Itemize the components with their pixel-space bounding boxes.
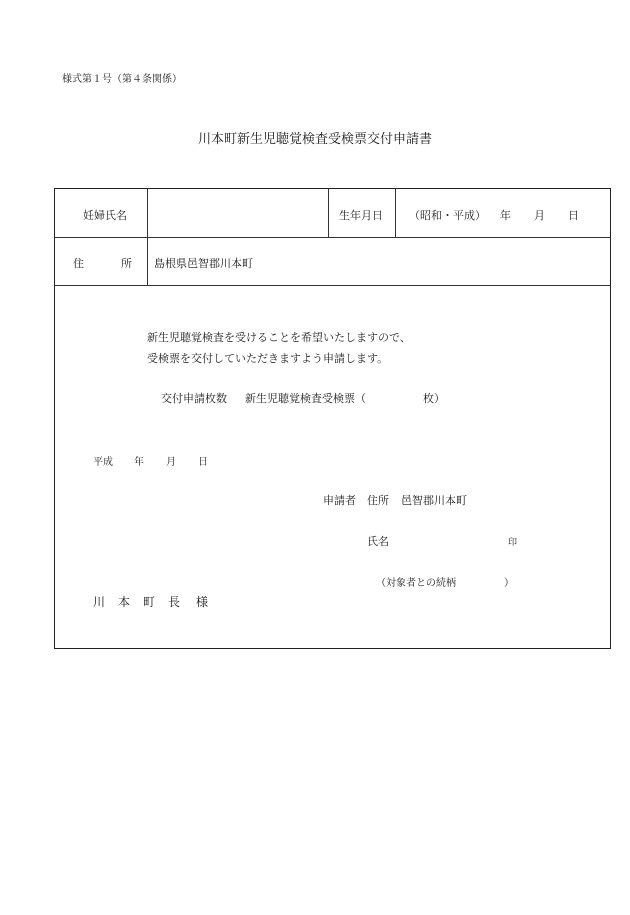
label-column-divider (147, 189, 148, 285)
birth-label-divider-right (395, 189, 396, 237)
document-title: 川本町新生児聴覚検査受検票交付申請書 (197, 132, 432, 147)
applicant-label: 申請者 (323, 494, 356, 507)
recipient-name: 川本町長 (93, 595, 194, 609)
applicant-address-value[interactable]: 邑智郡川本町 (401, 494, 467, 507)
applicant-name-label: 氏名 (367, 535, 389, 548)
birth-day-label: 日 (568, 209, 579, 222)
issue-count-item: 新生児聴覚検査受検票（ (245, 392, 366, 405)
birth-month-label: 月 (534, 209, 545, 222)
issue-count-unit: 枚） (423, 392, 445, 405)
application-month-label: 月 (166, 457, 176, 468)
birth-date-label: 生年月日 (339, 209, 383, 222)
relationship-field[interactable] (457, 571, 501, 589)
pregnant-name-field[interactable] (151, 193, 323, 233)
relationship-close: ） (504, 578, 514, 589)
address-label-1: 住 (73, 257, 84, 270)
recipient-honorific: 様 (196, 595, 209, 609)
request-text-line-1: 新生児聴覚検査を受けることを希望いたしますので、 (147, 331, 411, 344)
application-day-label: 日 (198, 457, 208, 468)
application-form-frame (54, 188, 611, 649)
form-number: 様式第１号（第４条関係） (62, 74, 182, 85)
applicant-name-field[interactable] (395, 529, 495, 549)
address-value[interactable]: 島根県邑智郡川本町 (154, 257, 253, 270)
issue-count-field[interactable] (365, 387, 419, 405)
address-label-2: 所 (121, 257, 132, 270)
application-year-label: 年 (134, 457, 144, 468)
issue-count-label: 交付申請枚数 (161, 392, 227, 405)
seal-mark: 印 (508, 538, 518, 548)
row-divider-2 (55, 285, 610, 286)
relationship-label: （対象者との続柄 (376, 578, 456, 589)
applicant-address-label: 住所 (367, 494, 389, 507)
birth-year-label: 年 (500, 209, 511, 222)
application-date-era: 平成 (93, 457, 113, 468)
request-text-line-2: 受検票を交付していただきますよう申請します。 (147, 352, 389, 365)
birth-label-divider-left (328, 189, 329, 237)
era-options: （昭和・平成） (409, 209, 486, 222)
pregnant-name-label: 妊婦氏名 (83, 209, 127, 222)
row-divider-1 (55, 237, 610, 238)
